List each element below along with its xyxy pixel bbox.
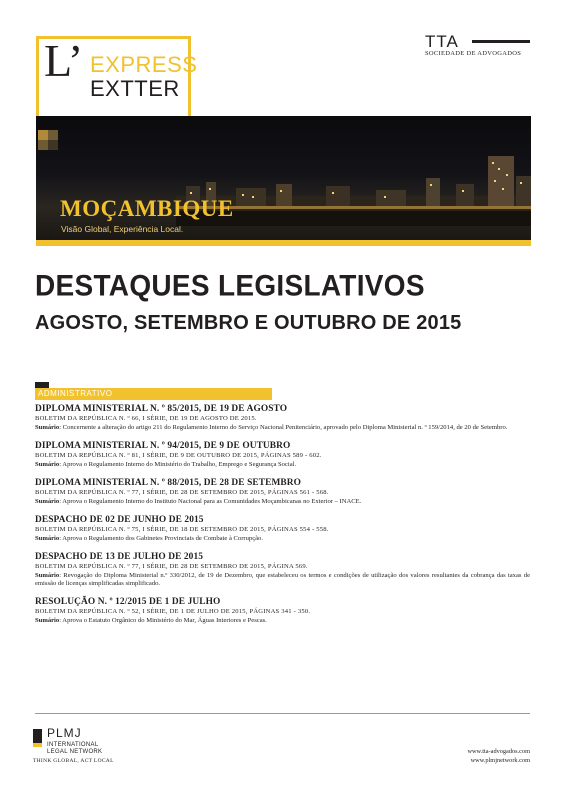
entry-bulletin: BOLETIM DA REPÚBLICA N. º 75, I SÉRIE, DE 18 DE SETEMBRO DE 2015, PÁGINAS 554 - 558.	[35, 526, 329, 533]
legislation-entry	[35, 552, 530, 588]
entry-bulletin: BOLETIM DA REPÚBLICA N. º 77, I SÉRIE, DE 28 DE SETEMBRO DE 2015, PÁGINAS 561 - 568.	[35, 489, 329, 496]
city-banner	[36, 116, 531, 246]
network-tagline: THINK GLOBAL, ACT LOCAL	[33, 758, 114, 764]
banner-square	[48, 140, 58, 150]
entry-title: DESPACHO DE 02 DE JUNHO DE 2015	[35, 515, 204, 525]
legislation-list	[35, 404, 530, 634]
summary-text: : Aprova o Estatuto Orgânico do Ministério do Mar, Águas Interiores e Pescas.	[59, 617, 267, 624]
page-subtitle: AGOSTO, SETEMBRO E OUTUBRO DE 2015	[35, 312, 462, 334]
firm-logo-subtitle: SOCIEDADE DE ADVOGADOS	[425, 50, 522, 57]
entry-title: DESPACHO DE 13 DE JULHO DE 2015	[35, 552, 204, 562]
network-logo-mark	[33, 743, 42, 747]
entry-summary	[35, 424, 530, 432]
summary-text: : Concernente a alteração do artigo 211 do Regulamento Interno do Serviço Nacional Penitenciário, aprovado pelo Diploma Ministerial n. º 159/2014, de 20 de Setembro.	[59, 424, 508, 431]
legislation-entry	[35, 515, 530, 543]
network-logo-line1: INTERNATIONAL	[47, 742, 99, 748]
network-logo-line2: LEGAL NETWORK	[47, 749, 103, 755]
entry-title: DIPLOMA MINISTERIAL N. º 85/2015, DE 19 DE AGOSTO	[35, 404, 288, 414]
logo-letter: L’	[44, 35, 84, 86]
banner-tagline: Visão Global, Experiência Local.	[61, 224, 184, 234]
banner-square	[38, 130, 48, 140]
entry-summary	[35, 535, 530, 543]
summary-text: : Aprova o Regulamento Interno do Instituto Nacional para as Comunidades Moçambicanas no Exterior – INACE.	[59, 498, 362, 505]
entry-summary	[35, 498, 530, 506]
page-title: DESTAQUES LEGISLATIVOS	[35, 269, 425, 302]
entry-bulletin: BOLETIM DA REPÚBLICA N. º 52, I SÉRIE, DE 1 DE JULHO DE 2015, PÁGINAS 341 - 350.	[35, 608, 311, 615]
firm-logo-bar	[472, 40, 530, 43]
summary-label: Sumário	[35, 424, 60, 431]
summary-label: Sumário	[35, 535, 60, 542]
entry-title: DIPLOMA MINISTERIAL N. º 88/2015, DE 28 DE SETEMBRO	[35, 478, 302, 488]
summary-text: : Aprova o Regulamento dos Gabinetes Provinciais de Combate à Corrupção.	[59, 535, 263, 542]
entry-title: RESOLUÇÃO N. º 12/2015 DE 1 DE JULHO	[35, 597, 221, 607]
entry-summary	[35, 617, 530, 625]
network-logo-mark	[33, 729, 42, 743]
entry-title: DIPLOMA MINISTERIAL N. º 94/2015, DE 9 DE OUTUBRO	[35, 441, 291, 451]
legislation-entry	[35, 597, 530, 625]
entry-bulletin: BOLETIM DA REPÚBLICA N. º 81, I SÉRIE, DE 9 DE OUTUBRO DE 2015, PÁGINAS 589 - 602.	[35, 452, 322, 459]
legislation-entry	[35, 404, 530, 432]
logo-word-extter: EXTTER	[90, 76, 180, 101]
summary-label: Sumário	[35, 572, 60, 579]
summary-text: : Aprova o Regulamento Interno do Ministério do Trabalho, Emprego e Segurança Social.	[59, 461, 297, 468]
entry-summary	[35, 572, 530, 588]
entry-summary	[35, 461, 530, 469]
summary-label: Sumário	[35, 617, 60, 624]
banner-title: MOÇAMBIQUE	[60, 196, 234, 221]
legislation-entry	[35, 478, 530, 506]
firm-logo-name: TTA	[425, 32, 459, 51]
legislation-entry	[35, 441, 530, 469]
summary-label: Sumário	[35, 498, 60, 505]
banner-stripe	[36, 240, 531, 246]
entry-bulletin: BOLETIM DA REPÚBLICA N. º 77, I SÉRIE, DE 28 DE SETEMBRO DE 2015, PÁGINA 569.	[35, 563, 308, 570]
section-label: ADMINISTRATIVO	[38, 389, 113, 398]
banner-square	[38, 140, 48, 150]
summary-label: Sumário	[35, 461, 60, 468]
banner-square	[48, 130, 58, 140]
website-link[interactable]: www.plmjnetwork.com	[470, 757, 530, 764]
website-link[interactable]: www.tta-advogados.com	[467, 748, 530, 755]
footer-divider	[35, 713, 530, 714]
summary-text: : Revogação do Diploma Ministerial n.º 330/2012, de 19 de Dezembro, que estabeleceu os termos e condições de utilização dos valores resultantes da cobrança das taxas de emissão de licenças simplificadas simplificado.	[35, 572, 530, 587]
network-logo-name: PLMJ	[47, 726, 82, 740]
logo-word-express: EXPRESS	[90, 52, 198, 77]
entry-bulletin: BOLETIM DA REPÚBLICA N. º 66, I SÉRIE, DE 19 DE AGOSTO DE 2015.	[35, 415, 257, 422]
